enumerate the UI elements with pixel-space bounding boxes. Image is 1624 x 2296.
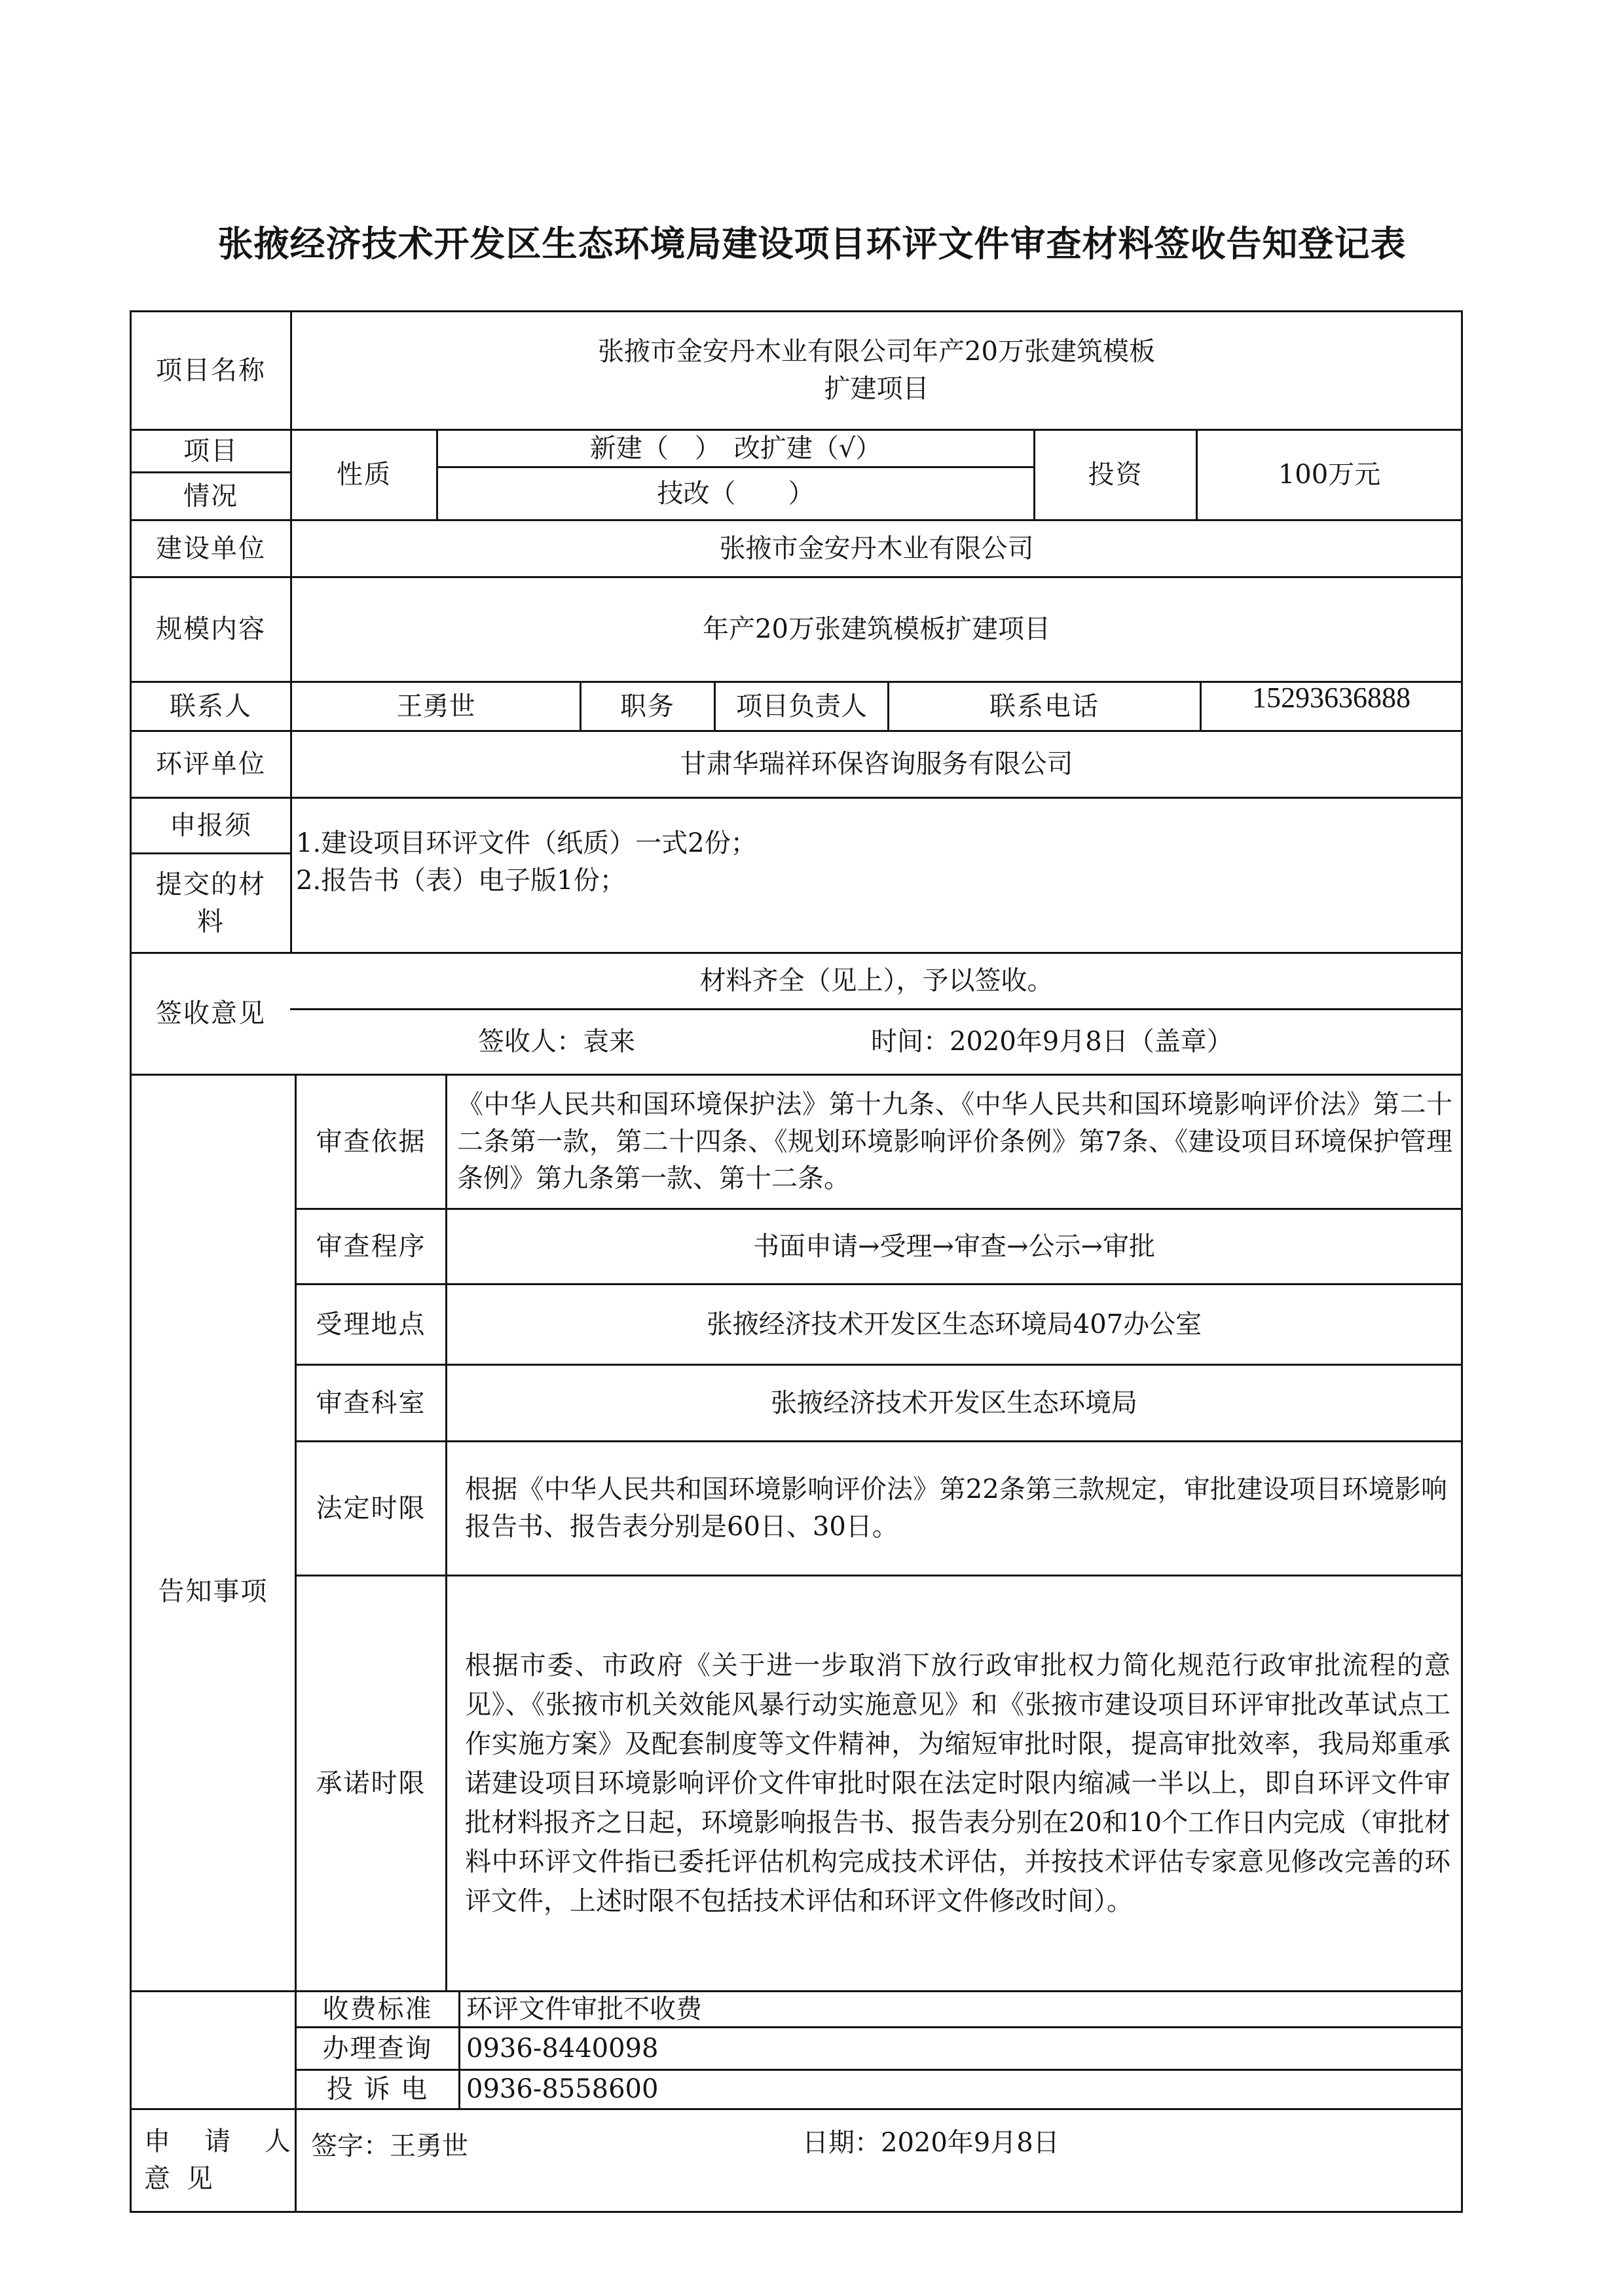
nature-options-line2: 技改（ ）: [657, 478, 815, 509]
position-label: 职务: [620, 691, 675, 721]
scale-label: 规模内容: [156, 614, 266, 645]
receipt-signer: 签收人：袁来: [478, 1027, 635, 1057]
materials-label-1: 申报须: [170, 810, 252, 841]
contact-name: 王勇世: [396, 691, 475, 721]
procedure-text: 书面申请→受理→审查→公示→审批: [752, 1231, 1156, 1262]
page-title: 张掖经济技术开发区生态环境局建设项目环评文件审查材料签收告知登记表: [217, 223, 1407, 264]
phone-label: 联系电话: [989, 691, 1099, 721]
complaint-label: 投 诉 电: [326, 2074, 429, 2105]
materials-label-2: 提交的材: [156, 869, 266, 900]
project-name-line2: 扩建项目: [824, 374, 929, 404]
notice-label: 告知事项: [158, 1576, 268, 1607]
promise-limit-label: 承诺时限: [316, 1768, 426, 1798]
fee-label: 收费标准: [322, 1994, 433, 2024]
materials-item-1: 1.建设项目环评文件（纸质）一式2份；: [296, 828, 757, 858]
materials-label-3: 料: [197, 906, 225, 937]
query-label: 办理查询: [322, 2033, 433, 2064]
basis-text: 《中华人民共和国环境保护法》第十九条、《中华人民共和国环境影响评价法》第二十二条第一款，第二十四条、《规划环境影响评价条例》第7条、《建设项目环境保护管理条例》第九条第一款、第十二条。: [457, 1089, 1452, 1194]
contact-label: 联系人: [170, 691, 252, 721]
place-label: 受理地点: [316, 1309, 426, 1339]
promise-limit-text: 根据市委、市政府《关于进一步取消下放行政审批权力简化规范行政审批流程的意见》、《张掖市机关效能风暴行动实施意见》和《张掖市建设项目环评审批改革试点工作实施方案》及配套制度等文件精神，为缩短审批时限，提高审批效率，我局郑重承诺建设项目环境影响评价文件审批时限在法定时限内缩减一半以上，即自环评文件审批材料报齐之日起，环境影响报告书、报告表分别在20和10个工作日内完成（审批材料中环评文件指已委托评估机构完成技术评估，并按技术评估专家意见修改完善的环评文件，上述时限不包括技术评估和环评文件修改时间）。: [465, 1650, 1450, 1916]
query-text: 0936-8440098: [466, 2033, 659, 2064]
construction-unit-label: 建设单位: [156, 533, 266, 564]
nature-label: 性质: [337, 460, 392, 490]
project-name-label: 项目名称: [156, 355, 266, 386]
office-text: 张掖经济技术开发区生态环境局: [771, 1387, 1137, 1418]
scale-value: 年产20万张建筑模板扩建项目: [703, 614, 1050, 645]
receipt-opinion: 材料齐全（见上），予以签收。: [699, 966, 1054, 996]
eia-unit-value: 甘肃华瑞祥环保咨询服务有限公司: [680, 749, 1073, 780]
receipt-time: 时间：2020年9月8日（盖章）: [871, 1027, 1233, 1057]
materials-item-2: 2.报告书（表）电子版1份；: [296, 865, 626, 896]
materials-list: [296, 825, 1455, 917]
applicant-signature: 签字：王勇世: [311, 2130, 468, 2161]
complaint-text: 0936-8558600: [466, 2074, 659, 2105]
project-name-line1: 张掖市金安丹木业有限公司年产20万张建筑模板: [598, 337, 1155, 367]
phone-value: 15293636888: [1252, 681, 1411, 714]
investment-value: 100万元: [1278, 460, 1381, 490]
construction-unit-value: 张掖市金安丹木业有限公司: [719, 533, 1034, 564]
position-value: 项目负责人: [736, 691, 867, 721]
project-name-value: [292, 312, 1461, 429]
applicant-label: 申 请 人 意 见: [144, 2126, 295, 2194]
legal-limit-text: 根据《中华人民共和国环境影响评价法》第22条第三款规定，审批建设项目环境影响报告书、报告表分别是60日、30日。: [465, 1474, 1447, 1542]
nature-options-line1: 新建（ ） 改扩建（√）: [589, 433, 882, 464]
basis-label: 审查依据: [316, 1126, 426, 1157]
procedure-label: 审查程序: [316, 1231, 426, 1262]
place-text: 张掖经济技术开发区生态环境局407办公室: [706, 1309, 1202, 1339]
receipt-label: 签收意见: [156, 998, 266, 1029]
applicant-date: 日期：2020年9月8日: [802, 2127, 1060, 2158]
project-info-label-2: 情况: [183, 481, 238, 511]
investment-label: 投资: [1088, 460, 1143, 490]
project-info-label-1: 项目: [183, 435, 238, 466]
office-label: 审查科室: [316, 1387, 426, 1418]
materials-label-block: [132, 854, 290, 952]
eia-unit-label: 环评单位: [156, 749, 266, 780]
fee-text: 环评文件审批不收费: [466, 1994, 702, 2024]
legal-limit-label: 法定时限: [316, 1493, 426, 1523]
